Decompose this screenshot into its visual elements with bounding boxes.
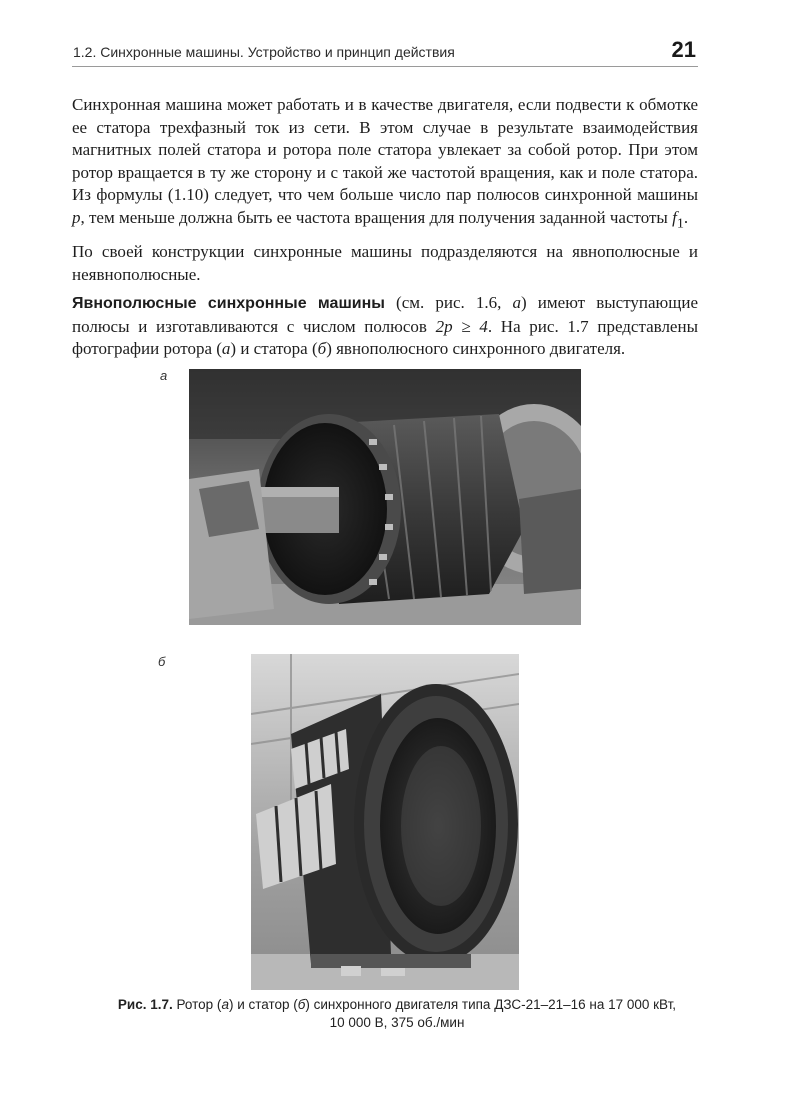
- ref-letter: б: [317, 339, 327, 359]
- paragraph-motor-mode: [72, 94, 698, 235]
- caption-ref-a: а: [221, 997, 229, 1012]
- caption-ref-b: б: [297, 997, 306, 1012]
- paragraph-construction: [72, 241, 698, 286]
- formula-poles: 2p ≥ 4: [435, 316, 488, 336]
- caption-line-1: [72, 996, 722, 1014]
- figure-label-a: а: [160, 368, 168, 383]
- paragraph-salient-pole: [72, 292, 698, 361]
- stator-photo: [251, 654, 519, 990]
- paragraph-text: ) имеют выступающие полюсы и изготавливаются с числом полюсов: [72, 293, 698, 336]
- paragraph-text: . На рис. 1.7 представлены фотографии ротора (: [72, 316, 698, 359]
- running-header: [72, 36, 698, 67]
- caption-text: Ротор (: [172, 997, 222, 1012]
- rotor-photo: [189, 369, 581, 625]
- body-text: [72, 94, 698, 367]
- paragraph-text: , тем меньше должна быть ее частота вращения для получения заданной частоты: [80, 207, 673, 227]
- caption-text: ) синхронного двигателя типа ДЗС-21–21–16 на 17 000 кВт,: [305, 997, 677, 1012]
- subscript-1: 1: [676, 215, 684, 232]
- paragraph-text: ) явнополюсного синхронного двигателя.: [326, 339, 626, 359]
- figure-label-b: б: [158, 654, 166, 669]
- section-title: 1.2. Синхронные машины. Устройство и принцип действия: [73, 44, 455, 60]
- rotor-image: [189, 369, 581, 625]
- paragraph-text: .: [683, 207, 689, 227]
- paragraph-text: ) и статора (: [230, 339, 318, 359]
- figure-caption: [72, 996, 722, 1032]
- caption-label: Рис. 1.7.: [117, 997, 173, 1012]
- var-p: p: [72, 207, 81, 227]
- caption-text: ) и статор (: [228, 997, 298, 1012]
- term-salient-pole: Явнополюсные синхронные машины: [72, 295, 385, 313]
- paragraph-text: (см. рис. 1.6,: [384, 293, 513, 313]
- paragraph-text: По своей конструкции синхронные машины подразделяются на явнополюсные и неявнополюсные.: [72, 241, 698, 284]
- paragraph-text: Синхронная машина может работать и в качестве двигателя, если подвести к обмотке ее статора трехфазный ток из сети. В этом случае в результате взаимодействия магнитных полей статора и ротора поле статора увлекает за собой ротор. При этом ротор вращается в ту же сторону и с такой же частотой вращения, как и поле статора. Из формулы (1.10) следует, что чем больше число пар полюсов синхронной машины: [72, 95, 698, 205]
- ref-letter: а: [512, 293, 522, 313]
- stator-image: [251, 654, 519, 990]
- ref-letter: а: [221, 339, 231, 359]
- caption-line-2: 10 000 В, 375 об./мин: [329, 1015, 465, 1030]
- var-f: f: [672, 207, 677, 227]
- page-number: 21: [671, 37, 696, 62]
